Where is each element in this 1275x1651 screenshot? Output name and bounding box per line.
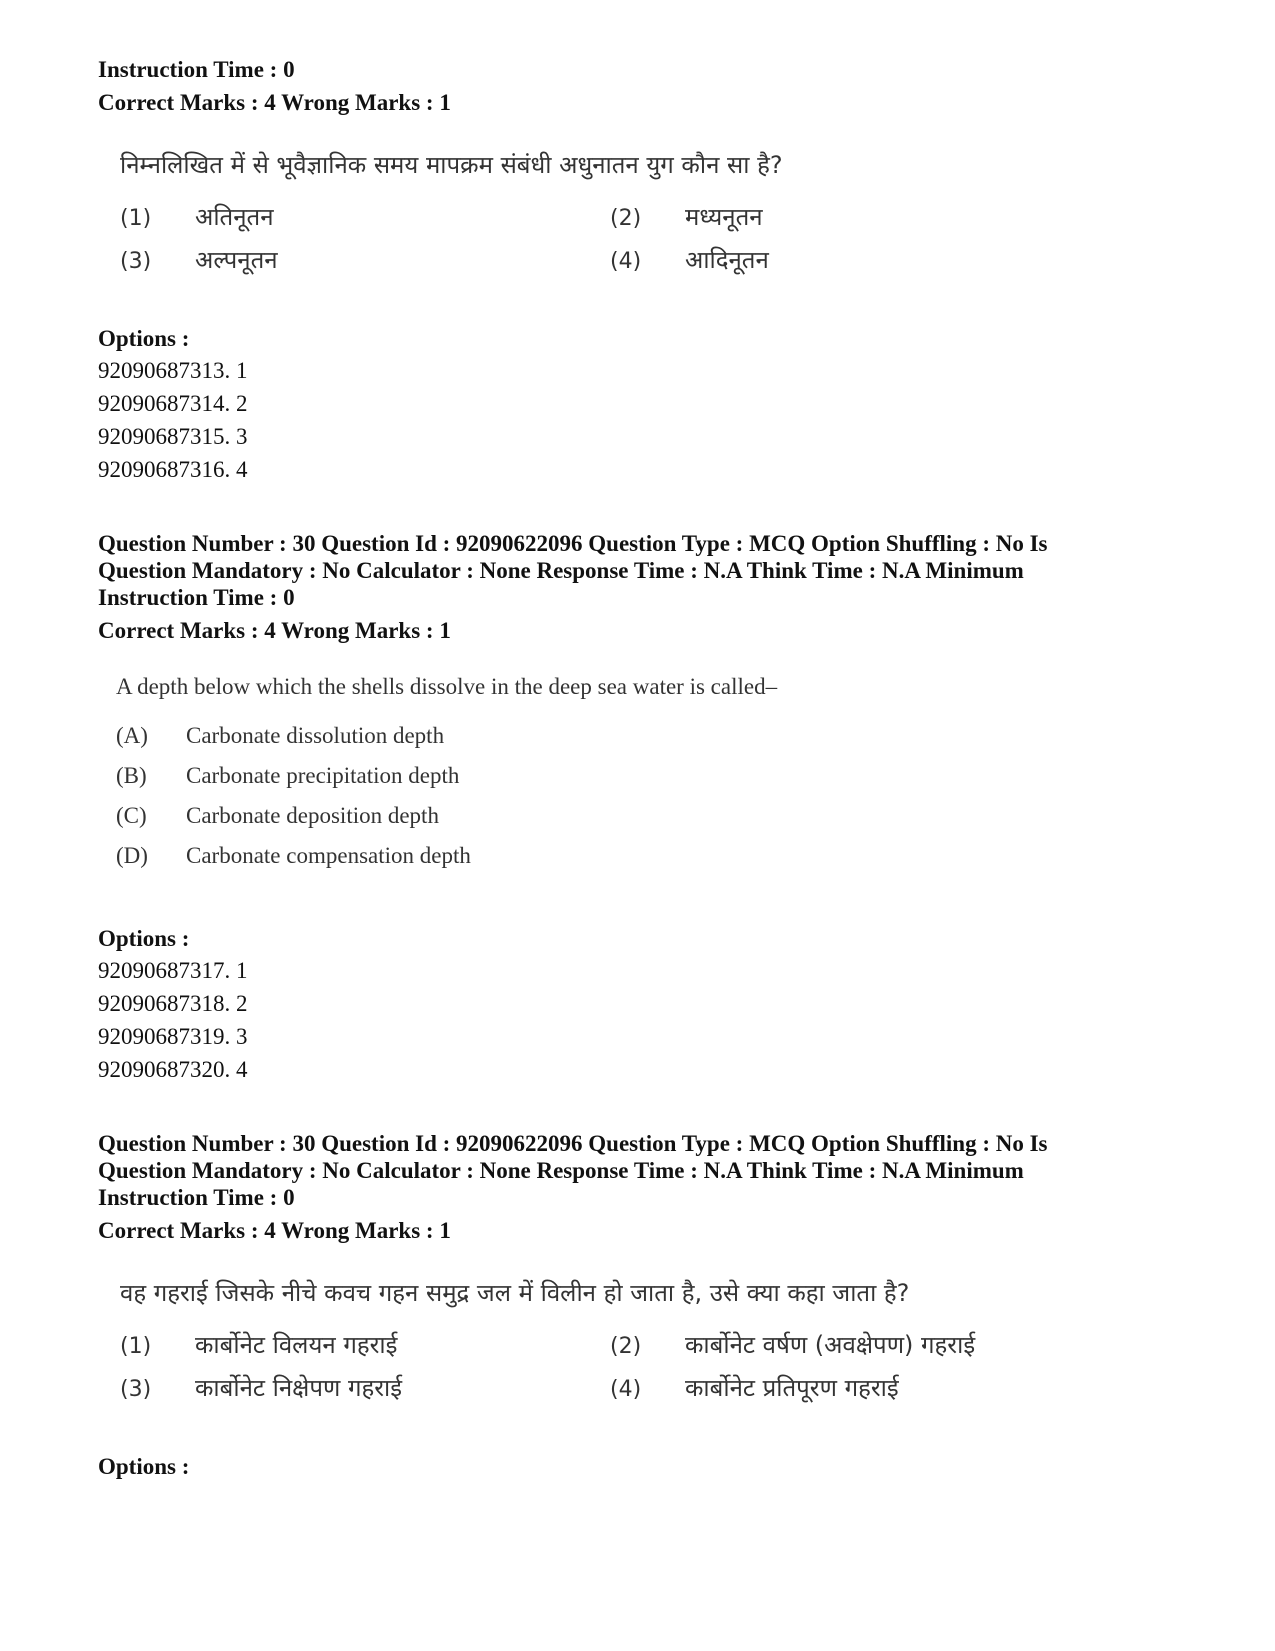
choice-item (120, 243, 610, 276)
choice-item (116, 716, 1188, 756)
choice-item (610, 1328, 1100, 1361)
choice-number: (4) (610, 249, 642, 274)
instruction-time: Instruction Time : 0 (98, 1185, 295, 1210)
options-label: Options : (98, 326, 190, 351)
option-line: 92090687318. 2 (98, 991, 248, 1016)
choice-item (116, 796, 1188, 836)
question-meta-line: Question Number : 30 Question Id : 92090622096 Question Type : MCQ Option Shuffling : No Is (98, 1131, 1048, 1156)
choice-grid (120, 1328, 1188, 1404)
choice-number: (3) (120, 1377, 152, 1402)
choice-item (120, 1328, 610, 1361)
question-meta-line: Question Number : 30 Question Id : 92090622096 Question Type : MCQ Option Shuffling : No Is (98, 531, 1048, 556)
marks-line: Correct Marks : 4 Wrong Marks : 1 (98, 618, 451, 643)
option-line: 92090687313. 1 (98, 358, 248, 383)
question-block-3 (98, 1130, 1188, 1482)
choice-text: कार्बोनेट निक्षेपण गहराई (195, 1374, 403, 1402)
options-label: Options : (98, 1454, 190, 1479)
choice-number: (2) (610, 206, 642, 231)
choice-text: कार्बोनेट विलयन गहराई (195, 1331, 398, 1359)
options-label: Options : (98, 926, 190, 951)
option-line: 92090687316. 4 (98, 457, 248, 482)
choice-text: Carbonate dissolution depth (186, 723, 445, 748)
choice-text: कार्बोनेट वर्षण (अवक्षेपण) गहराई (685, 1331, 976, 1359)
option-line: 92090687320. 4 (98, 1057, 248, 1082)
question-meta-line: Question Mandatory : No Calculator : None Response Time : N.A Think Time : N.A Minimum (98, 558, 1024, 583)
instruction-time: Instruction Time : 0 (98, 585, 295, 610)
choice-number: (4) (610, 1377, 642, 1402)
choice-number: (3) (120, 249, 152, 274)
marks-line: Correct Marks : 4 Wrong Marks : 1 (98, 90, 451, 115)
choice-text: Carbonate compensation depth (186, 843, 471, 868)
instruction-time: Instruction Time : 0 (98, 57, 295, 82)
choice-item (610, 200, 1100, 233)
choice-letter: (B) (116, 763, 147, 788)
marks-line: Correct Marks : 4 Wrong Marks : 1 (98, 1218, 451, 1243)
choice-item (120, 200, 610, 233)
question-text: वह गहराई जिसके नीचे कवच गहन समुद्र जल में विलीन हो जाता है, उसे क्या कहा जाता है? (120, 1279, 910, 1307)
choice-letter: (C) (116, 803, 147, 828)
choice-item (610, 1371, 1100, 1404)
choice-item (116, 836, 1188, 876)
question-block-2 (98, 530, 1188, 1086)
choice-item (120, 1371, 610, 1404)
question-block-1 (98, 56, 1188, 486)
choice-number: (1) (120, 206, 152, 231)
option-line: 92090687319. 3 (98, 1024, 248, 1049)
choice-text: आदिनूतन (685, 246, 769, 274)
choice-letter: (D) (116, 843, 148, 868)
choice-text: अल्पनूतन (195, 246, 278, 274)
option-line: 92090687314. 2 (98, 391, 248, 416)
document-page (98, 56, 1188, 1482)
choice-text: कार्बोनेट प्रतिपूरण गहराई (685, 1374, 899, 1402)
question-text: A depth below which the shells dissolve in the deep sea water is called– (116, 674, 778, 699)
choice-number: (1) (120, 1334, 152, 1359)
choice-number: (2) (610, 1334, 642, 1359)
question-text: निम्नलिखित में से भूवैज्ञानिक समय मापक्रम संबंधी अधुनातन युग कौन सा है? (120, 151, 783, 179)
option-line: 92090687317. 1 (98, 958, 248, 983)
choice-text: Carbonate precipitation depth (186, 763, 460, 788)
choice-item (116, 756, 1188, 796)
choice-list (116, 716, 1188, 876)
choice-item (610, 243, 1100, 276)
choice-letter: (A) (116, 723, 148, 748)
choice-text: अतिनूतन (195, 203, 274, 231)
choice-text: मध्यनूतन (685, 203, 763, 231)
choice-grid (120, 200, 1188, 276)
option-line: 92090687315. 3 (98, 424, 248, 449)
question-meta-line: Question Mandatory : No Calculator : None Response Time : N.A Think Time : N.A Minimum (98, 1158, 1024, 1183)
choice-text: Carbonate deposition depth (186, 803, 439, 828)
